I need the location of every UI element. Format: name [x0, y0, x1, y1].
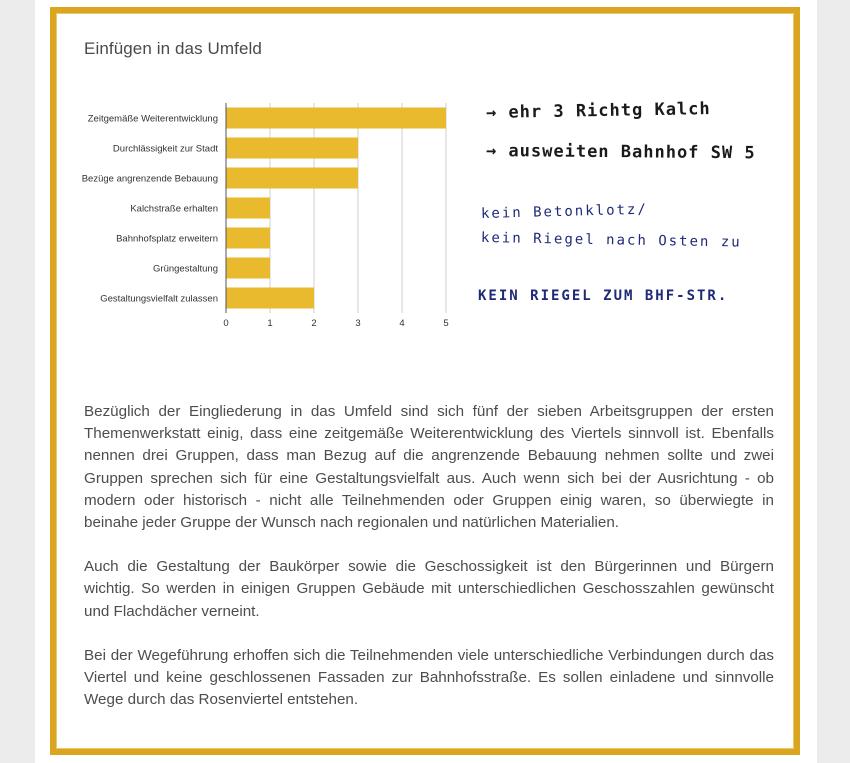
chart-bar: [226, 108, 446, 129]
chart-tick-label: 2: [311, 318, 317, 329]
chart-category-label: Zeitgemäße Weiterentwicklung: [87, 113, 218, 125]
bar-chart: [56, 13, 516, 343]
paragraph: Bezüglich der Eingliederung in das Umfeld sind sich fünf der sieben Arbeitsgruppen der ersten Themenwerkstatt einig, dass eine zeitgemäße Weiterentwicklung des Viertels sinnvoll ist. Ebenfalls nennen drei Gruppen, dass man Bezug auf die angrenzende Bebauung nehmen sollte und zwei Gruppen sprechen sich für eine Gestaltungsvielfalt aus. Auch wenn sich bei der Ausrichtung - ob modern oder historisch - nicht alle Teilnehmenden oder Gruppen einig waren, so überwiegte in beinahe jeder Gruppe der Wunsch nach regionalen und natürlichen Materialien.: [84, 403, 774, 532]
chart-category-label: Bahnhofsplatz erweitern: [116, 233, 218, 245]
chart-bar: [226, 288, 314, 309]
paragraph: Auch die Gestaltung der Baukörper sowie die Geschossigkeit ist den Bürgerinnen und Bürgern wichtig. So werden in einigen Gruppen Gebäude mit unterschiedlichen Geschosszahlen gewünscht und Flachdächer verneint.: [84, 558, 774, 620]
chart-category-label: Grüngestaltung: [153, 263, 218, 275]
handwritten-note: → ehr 3 Richtg Kalch: [485, 99, 711, 123]
handwritten-notes: [476, 99, 796, 333]
handwritten-note: → ausweiten Bahnhof SW 5: [485, 141, 756, 164]
chart-bar: [226, 138, 358, 159]
chart-tick-label: 1: [267, 318, 273, 329]
chart-category-label: Gestaltungsvielfalt zulassen: [100, 293, 218, 305]
bar-chart-svg: [56, 13, 516, 343]
chart-tick-label: 3: [355, 318, 361, 329]
chart-category-label: Durchlässigkeit zur Stadt: [112, 143, 218, 155]
paragraph: Bei der Wegeführung erhoffen sich die Teilnehmenden viele unterschiedliche Verbindungen durch das Viertel und keine geschlossenen Fassaden zur Bahnhofsstraße. Es sollen einladene und sinnvolle Wege durch das Rosenviertel entstehen.: [84, 646, 774, 709]
handwritten-note: kein Riegel nach Osten zu: [480, 230, 742, 251]
chart-tick-label: 0: [223, 318, 229, 329]
body-text: [84, 401, 774, 733]
section-title: Einfügen in das Umfeld: [84, 39, 262, 58]
chart-bar: [226, 168, 358, 189]
chart-category-label: Kalchstraße erhalten: [130, 203, 218, 215]
chart-bar: [226, 198, 270, 219]
chart-bar: [226, 258, 270, 279]
chart-tick-label: 5: [443, 318, 449, 329]
chart-category-label: Bezüge angrenzende Bebauung: [81, 173, 218, 185]
handwritten-note: KEIN RIEGEL ZUM BHF-STR.: [478, 288, 729, 304]
handwritten-note: kein Betonklotz/: [480, 201, 649, 222]
chart-bar: [226, 228, 270, 249]
chart-tick-label: 4: [399, 318, 405, 329]
content-frame: [50, 7, 800, 755]
